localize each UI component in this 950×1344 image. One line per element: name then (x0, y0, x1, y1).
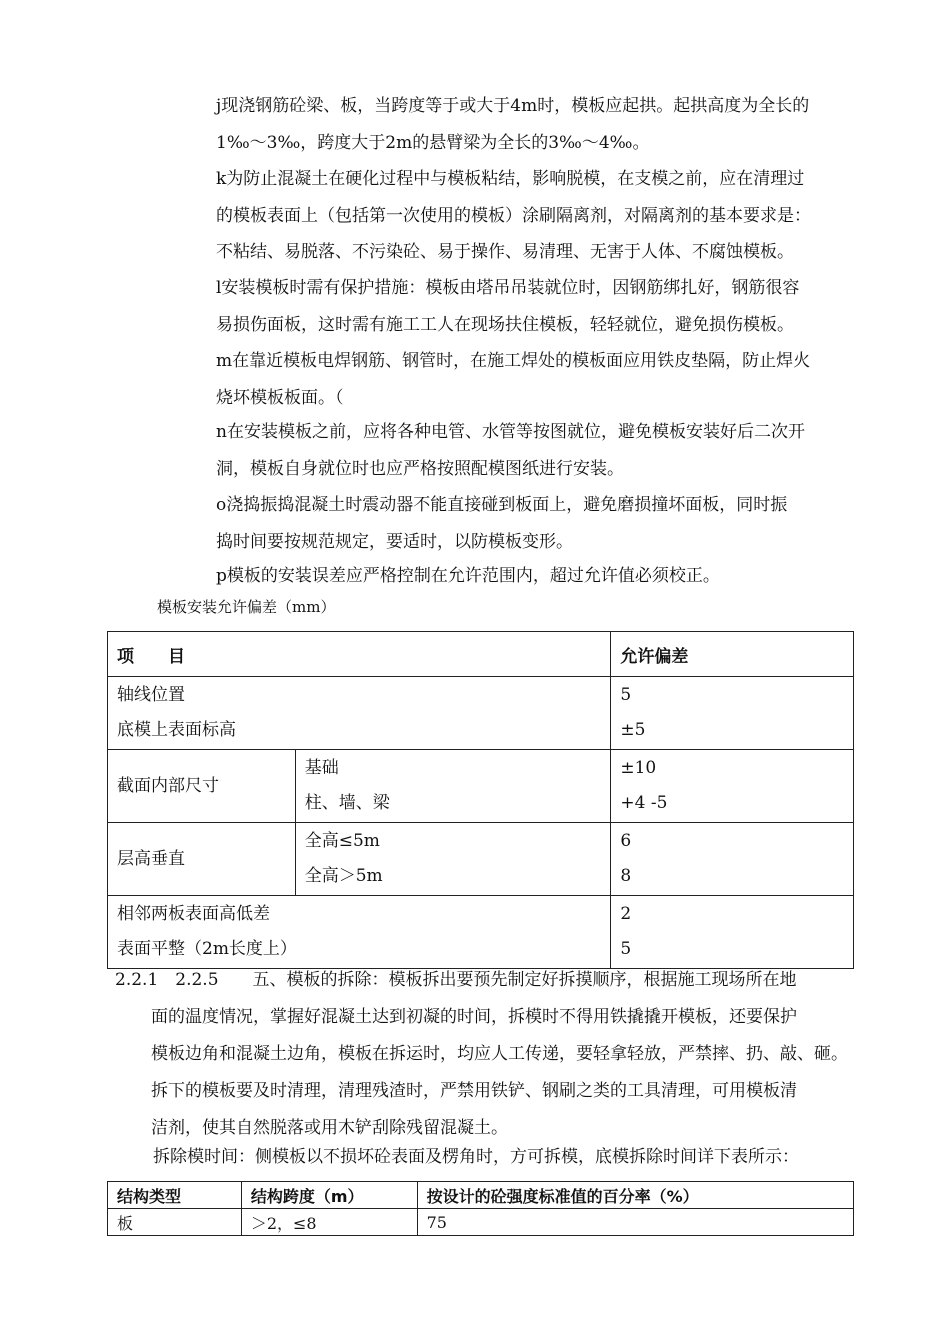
section-formwork-removal (115, 962, 855, 1147)
value-line: 2 (620, 904, 632, 924)
text-line: 捣时间要按规范规定，要适时，以防模板变形。 (216, 531, 573, 552)
paragraph-k (216, 161, 862, 271)
table-row (108, 823, 854, 896)
header-tolerance: 允许偏差 (611, 632, 854, 677)
paragraph-l (216, 270, 862, 343)
value-line: 6 (620, 831, 632, 851)
table-row (108, 677, 854, 750)
header-item: 项 目 (108, 632, 611, 677)
text-line: o浇捣振捣混凝土时震动器不能直接碰到板面上，避免磨损撞坏面板，同时振 (216, 495, 788, 515)
sub-label-line: 柱、墙、梁 (304, 793, 390, 813)
text-line: 易损伤面板，这时需有施工工人在现场扶住模板，轻轻就位，避免损伤模板。 (216, 314, 794, 335)
text-line: 的模板表面上（包括第一次使用的模板）涂刷隔离剂，对隔离剂的基本要求是： (216, 205, 811, 226)
sub-label-line: 全高≤5m (304, 831, 380, 851)
text-line: 模板边角和混凝土边角，模板在拆运时，均应人工传递，要轻拿轻放，严禁摔、扔、敲、砸。 (151, 1044, 848, 1064)
label-line: 相邻两板表面高低差 (117, 904, 270, 924)
cell-structure-type: 板 (108, 1209, 242, 1236)
paragraph-n (216, 414, 862, 487)
text-line: 不粘结、易脱落、不污染砼、易于操作、易清理、无害于人体、不腐蚀模板。 (216, 242, 794, 262)
text-line: 拆下的模板要及时清理，清理残渣时，严禁用铁铲、钢刷之类的工具清理，可用模板清 (151, 1081, 797, 1101)
row-sub-labels (295, 750, 611, 823)
label-line: 表面平整（2m长度上） (117, 939, 297, 959)
paragraph-m (216, 343, 862, 416)
value-line: 5 (620, 939, 632, 959)
removal-time-note: 拆除模时间：侧模板以不损坏砼表面及楞角时，方可拆模，底模拆除时间详下表所示： (153, 1147, 799, 1167)
text-line: 1‰～3‰，跨度大于2m的悬臂梁为全长的3‰～4‰。 (216, 132, 650, 153)
label-line: 底模上表面标高 (117, 720, 236, 740)
row-values (611, 677, 854, 750)
value-line: ±5 (620, 720, 646, 740)
sub-label-line: 全高＞5m (304, 866, 383, 886)
row-label: 截面内部尺寸 (108, 750, 296, 823)
cell-span: ＞2，≤8 (241, 1209, 417, 1236)
header-strength-percent: 按设计的砼强度标准值的百分率（%） (417, 1182, 853, 1209)
text-line: p模板的安装误差应严格控制在允许范围内，超过允许值必须校正。 (216, 566, 720, 586)
removal-table (107, 1181, 854, 1236)
header-structure-type: 结构类型 (108, 1182, 242, 1209)
tolerance-table (107, 631, 854, 969)
row-label (108, 896, 611, 969)
table-header-row (108, 1182, 854, 1209)
text-line: j现浇钢筋砼梁、板，当跨度等于或大于4m时，模板应起拱。起拱高度为全长的 (216, 96, 810, 116)
value-line: 8 (620, 866, 632, 886)
row-values (611, 896, 854, 969)
row-values (611, 750, 854, 823)
text-line: 洁剂，使其自然脱落或用木铲刮除残留混凝土。 (151, 1118, 508, 1138)
value-line: 5 (620, 685, 632, 705)
table-header-row (108, 632, 854, 677)
paragraph-p (216, 558, 862, 595)
text-line: 烧坏模板板面。（ (216, 387, 344, 408)
table-row (108, 896, 854, 969)
text-line: 面的温度情况，掌握好混凝土达到初凝的时间，拆模时不得用铁撬撬开模板，还要保护 (151, 1007, 797, 1027)
text-line: n在安装模板之前，应将各种电管、水管等按图就位，避免模板安装好后二次开 (216, 422, 805, 442)
table-row (108, 750, 854, 823)
text-line: m在靠近模板电焊钢筋、钢管时，在施工焊处的模板面应用铁皮垫隔，防止焊火 (216, 351, 811, 371)
table-caption: 模板安装允许偏差（mm） (157, 598, 336, 616)
row-values (611, 823, 854, 896)
row-label: 层高垂直 (108, 823, 296, 896)
label-line: 轴线位置 (117, 685, 185, 705)
row-label (108, 677, 611, 750)
table-row (108, 1209, 854, 1236)
paragraph-o (216, 487, 862, 560)
sub-label-line: 基础 (304, 758, 339, 778)
value-line: ±10 (620, 758, 657, 778)
header-span: 结构跨度（m） (241, 1182, 417, 1209)
paragraph-j (216, 88, 862, 161)
section-heading-line: 2.2.1 2.2.5 五、模板的拆除：模板拆出要预先制定好拆摸顺序，根据施工现场所在地 (115, 970, 797, 990)
text-line: 洞，模板自身就位时也应严格按照配模图纸进行安装。 (216, 458, 624, 479)
text-line: l安装模板时需有保护措施：模板由塔吊吊装就位时，因钢筋绑扎好，钢筋很容 (216, 278, 800, 298)
text-line: k为防止混凝土在硬化过程中与模板粘结，影响脱模，在支模之前，应在清理过 (216, 169, 805, 189)
cell-strength-percent: 75 (417, 1209, 853, 1236)
value-line: +4 -5 (620, 793, 668, 813)
row-sub-labels (295, 823, 611, 896)
